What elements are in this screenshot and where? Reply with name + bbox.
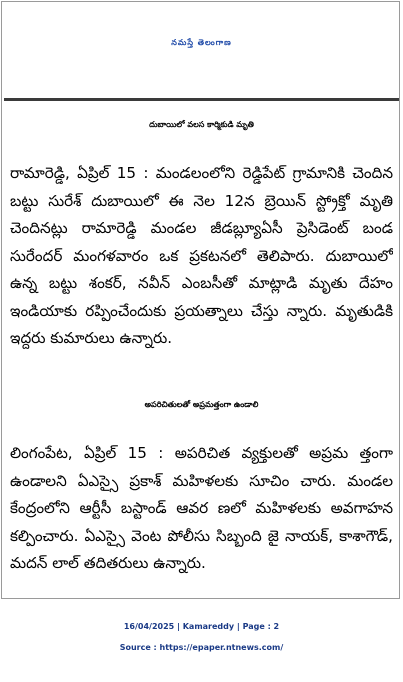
- newspaper-masthead: నమస్తే తెలంగాణ: [171, 37, 232, 47]
- article2-headline: అపరిచితులతో అప్రమత్తంగా ఉండాలి: [144, 400, 259, 409]
- article1-body: రామారెడ్డి, ఏప్రిల్ 15 : మండలంలోని రెడ్డిపేట్ గ్రామానికి చెందిన బట్టు సురేశ్ దుబాయిలో ఈ నెల 12న బ్రెయిన్ స్ట్రోక్తో మృతి చెందినట్లు రామారెడ్డి మండల జీడబ్ల్యూఏసీ ప్రెసిడెంట్ బండ సురేందర్ మంగళవారం ఒక ప్రకటనలో తెలిపారు. దుబాయిలో ఉన్న బట్టు శంకర్, నవీన్ ఎంబసీతో మాట్లాడి మృతు దేహం ఇండియాకు రప్పించేందుకు ప్రయత్నాలు చేస్తు న్నారు. మృతుడికి ఇద్దరు కుమారులు ఉన్నారు.: [10, 164, 393, 347]
- masthead-divider: [4, 98, 399, 101]
- footer-source: Source : https://epaper.ntnews.com/: [119, 643, 284, 652]
- clipping-frame: [1, 1, 400, 599]
- article1-headline: దుబాయిలో వలస కార్మికుడి మృతి: [149, 120, 254, 129]
- article2-body: లింగంపేట, ఏప్రిల్ 15 : అపరిచిత వ్యక్తులతో అప్రమ త్తంగా ఉండాలని ఏఎస్సై ప్రకాశ్ మహిళలకు సూచిం చారు. మండల కేంద్రంలోని ఆర్టీసీ బస్టాండ్ ఆవర ణలో మహిళలకు అవగాహన కల్పించారు. ఏఎస్సై వెంట పోలీసు సిబ్బంది జై నాయక్, కాశాగౌడ్, మదన్ లాల్ తదితరులు ఉన్నారు.: [10, 444, 393, 572]
- footer-date-edition: 16/04/2025 | Kamareddy | Page : 2: [123, 622, 280, 631]
